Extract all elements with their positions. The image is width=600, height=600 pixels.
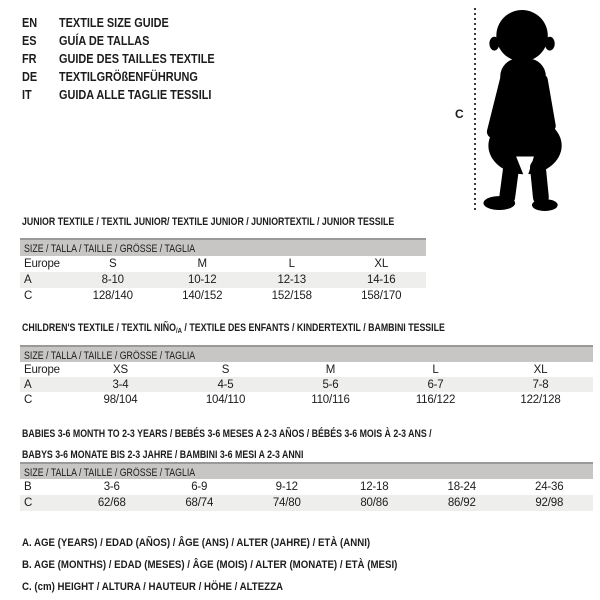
junior-table-grid <box>20 256 426 304</box>
language-code: DE <box>22 69 38 84</box>
row-label-cell: C <box>24 497 33 509</box>
table-cell: L <box>432 363 439 376</box>
table-cell: 14-16 <box>367 274 396 286</box>
note-a: A. AGE (YEARS) / EDAD (AÑOS) / ÂGE (ANS) / ALTER (JAHRE) / ETÀ (ANNI) <box>22 537 371 549</box>
language-code: EN <box>22 15 38 30</box>
table-row <box>20 272 426 288</box>
table-cell: 128/140 <box>92 290 133 302</box>
children-title-subscript: /A <box>175 326 182 335</box>
table-cell: 98/104 <box>103 393 138 406</box>
table-cell: 104/110 <box>205 393 246 406</box>
table-row <box>20 288 426 304</box>
table-cell: XS <box>113 363 128 376</box>
note-c: C. (cm) HEIGHT / ALTURA / HAUTEUR / HÖHE / ALTEZZA <box>22 581 284 593</box>
height-dotted-line <box>474 8 476 210</box>
table-cell: 152/158 <box>271 290 312 302</box>
size-header-bar <box>20 345 593 362</box>
babies-section-title <box>22 424 432 466</box>
babies-size-table <box>20 462 593 511</box>
table-cell: 10-12 <box>188 274 217 286</box>
row-label-cell: Europe <box>24 258 60 270</box>
table-cell: 3-4 <box>112 378 129 391</box>
language-label: GUIDA ALLE TAGLIE TESSILI <box>58 87 212 102</box>
children-title-prefix: CHILDREN'S TEXTILE / TEXTIL NIÑO <box>22 322 176 334</box>
table-cell: 116/122 <box>415 393 456 406</box>
language-label: TEXTILE SIZE GUIDE <box>58 15 169 30</box>
babies-title-line2: BABYS 3-6 MONATE BIS 2-3 JAHRE / BAMBINI 3-6 MESI A 2-3 ANNI <box>22 449 304 461</box>
table-cell: M <box>325 363 336 376</box>
list-item <box>22 14 215 32</box>
junior-size-table <box>20 238 426 304</box>
table-cell: 62/68 <box>97 497 126 509</box>
row-label-cell: C <box>24 393 33 406</box>
size-header-label: SIZE / TALLA / TAILLE / GRÖSSE / TAGLIA <box>24 467 196 479</box>
table-cell: 110/116 <box>311 393 350 406</box>
table-cell: 5-6 <box>322 378 339 391</box>
row-label-cell: A <box>24 274 32 286</box>
table-cell: XL <box>533 363 548 376</box>
table-cell: S <box>221 363 230 376</box>
row-label-cell: B <box>24 481 32 493</box>
table-row <box>20 392 593 407</box>
table-row <box>20 256 426 272</box>
table-cell: 9-12 <box>275 481 298 493</box>
table-cell: 8-10 <box>101 274 124 286</box>
table-cell: 122/128 <box>520 393 561 406</box>
table-cell: 6-7 <box>427 378 444 391</box>
table-cell: 3-6 <box>103 481 120 493</box>
junior-section-title: JUNIOR TEXTILE / TEXTIL JUNIOR/ TEXTILE JUNIOR / JUNIORTEXTIL / JUNIOR TESSILE <box>22 216 395 228</box>
table-cell: 158/170 <box>361 290 402 302</box>
children-section-title <box>22 322 445 337</box>
row-label-cell: C <box>24 290 33 302</box>
baby-silhouette <box>481 9 576 211</box>
note-b: B. AGE (MONTHS) / EDAD (MESES) / ÂGE (MOIS) / ALTER (MONATE) / ETÀ (MESI) <box>22 559 398 571</box>
table-row <box>20 479 593 495</box>
table-cell: 7-8 <box>532 378 549 391</box>
table-cell: 86/92 <box>447 497 476 509</box>
children-size-table <box>20 345 593 407</box>
table-cell: 18-24 <box>447 481 476 493</box>
table-cell: 24-36 <box>535 481 564 493</box>
language-guide-list <box>22 14 215 104</box>
language-label: TEXTILGRÖßENFÜHRUNG <box>58 69 198 84</box>
legend-notes <box>22 532 397 598</box>
babies-title-line1: BABIES 3-6 MONTH TO 2-3 YEARS / BEBÉS 3-6 MESES A 2-3 AÑOS / BÉBÉS 3-6 MOIS À 2-3 ANS / <box>22 428 432 440</box>
table-cell: S <box>109 258 117 270</box>
list-item <box>22 50 215 68</box>
list-item <box>22 68 215 86</box>
children-table-grid <box>20 362 593 407</box>
language-code: ES <box>22 33 37 48</box>
table-cell: 140/152 <box>182 290 223 302</box>
row-label-cell: A <box>24 378 32 391</box>
table-cell: 12-18 <box>360 481 389 493</box>
row-label-cell: Europe <box>24 363 60 376</box>
language-label: GUIDE DES TAILLES TEXTILE <box>58 51 215 66</box>
language-label: GUÍA DE TALLAS <box>58 33 150 48</box>
table-cell: XL <box>374 258 389 270</box>
babies-table-grid <box>20 479 593 511</box>
table-cell: 12-13 <box>277 274 306 286</box>
list-item <box>22 86 215 104</box>
table-cell: 92/98 <box>535 497 564 509</box>
height-measure-label: C <box>455 107 464 121</box>
table-cell: L <box>288 258 295 270</box>
table-cell: 6-9 <box>191 481 208 493</box>
table-cell: 4-5 <box>217 378 234 391</box>
table-cell: M <box>197 258 207 270</box>
size-header-bar <box>20 238 426 256</box>
language-code: IT <box>22 87 32 102</box>
list-item <box>22 32 215 50</box>
table-row <box>20 362 593 377</box>
size-header-label: SIZE / TALLA / TAILLE / GRÖSSE / TAGLIA <box>24 243 196 255</box>
table-row <box>20 377 593 392</box>
size-header-label: SIZE / TALLA / TAILLE / GRÖSSE / TAGLIA <box>24 350 196 362</box>
table-cell: 68/74 <box>185 497 214 509</box>
size-header-bar <box>20 462 593 479</box>
language-code: FR <box>22 51 37 66</box>
table-cell: 74/80 <box>272 497 301 509</box>
children-title-suffix: / TEXTILE DES ENFANTS / KINDERTEXTIL / BAMBINI TESSILE <box>181 322 445 334</box>
table-row <box>20 495 593 511</box>
table-cell: 80/86 <box>360 497 389 509</box>
